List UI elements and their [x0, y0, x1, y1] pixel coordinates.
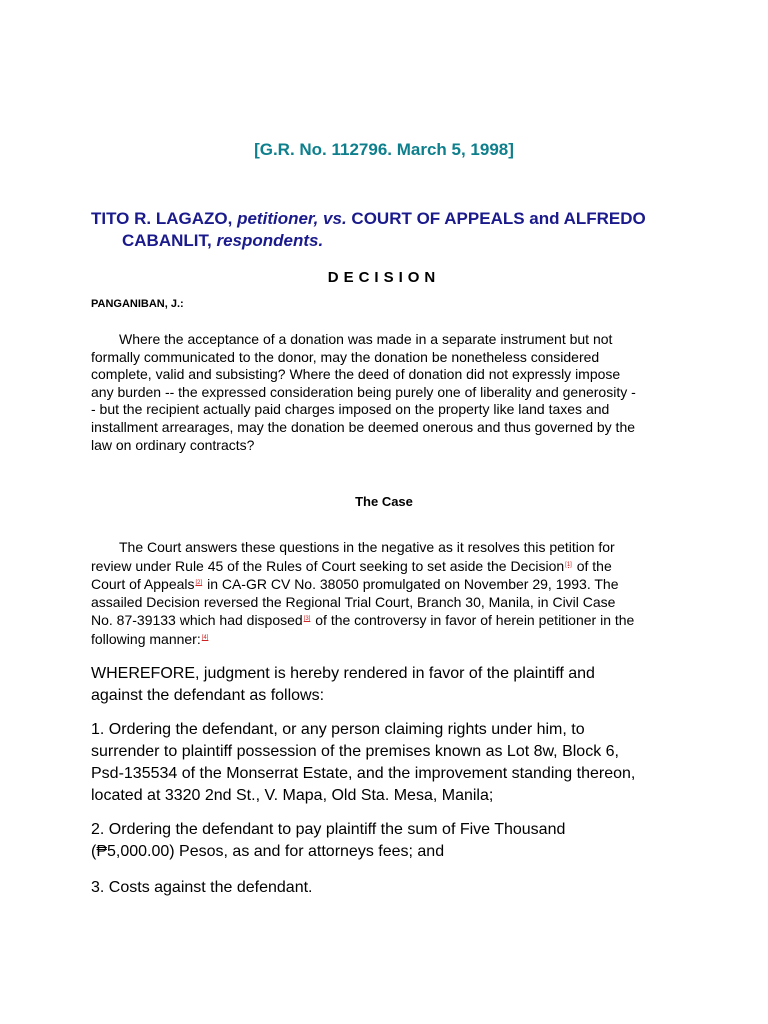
ponente: PANGANIBAN, J.: — [91, 298, 184, 310]
quote-item-2 — [91, 819, 691, 863]
quote-line: 1. Ordering the defendant, or any person claiming rights under him, to — [91, 721, 585, 738]
paragraph-line: law on ordinary contracts? — [91, 436, 255, 453]
paragraph-line: installment arrearages, may the donation be deemed onerous and thus governed by the — [91, 418, 636, 435]
case-paragraph — [91, 539, 681, 649]
footnote-link-4[interactable]: [4] — [201, 634, 209, 641]
quote-line: 2. Ordering the defendant to pay plaintiff the sum of Five Thousand — [91, 821, 566, 838]
paragraph-line — [91, 611, 681, 630]
respondent-surname: CABANLIT, — [122, 231, 212, 250]
quote-line: against the defendant as follows: — [91, 687, 325, 704]
respondents-name: COURT OF APPEALS and ALFREDO — [351, 209, 646, 228]
paragraph-line: formally communicated to the donor, may the donation be nonetheless considered — [91, 348, 600, 365]
paragraph-line: assailed Decision reversed the Regional Trial Court, Branch 30, Manila, in Civil Case — [91, 593, 616, 610]
case-number: [G.R. No. 112796. March 5, 1998] — [254, 140, 514, 159]
paragraph-text: of the — [572, 557, 612, 574]
intro-paragraph — [91, 331, 681, 454]
paragraph-text: review under Rule 45 of the Rules of Court seeking to set aside the Decision — [91, 557, 565, 574]
petitioner-name: TITO R. LAGAZO, — [91, 209, 233, 228]
paragraph-text: following manner: — [91, 630, 201, 647]
paragraph-text: No. 87-39133 which had disposed — [91, 612, 303, 629]
paragraph-text: Court of Appeals — [91, 576, 195, 593]
paragraph-text: in CA-GR CV No. 38050 promulgated on November 29, 1993. The — [203, 576, 619, 593]
paragraph-line: complete, valid and subsisting? Where the deed of donation did not expressly impose — [91, 366, 621, 383]
decision-heading: DECISION — [327, 269, 441, 286]
quote-line: (₱5,000.00) Pesos, as and for attorneys fees; and — [91, 843, 445, 860]
quote-line: 3. Costs against the defendant. — [91, 879, 313, 896]
parties-line-1 — [91, 208, 691, 230]
section-heading-the-case: The Case — [355, 494, 413, 509]
footnote-link-3[interactable]: [3] — [303, 616, 311, 623]
paragraph-text: of the controversy in favor of herein petitioner in the — [311, 612, 635, 629]
paragraph-line: The Court answers these questions in the negative as it resolves this petition for — [119, 539, 615, 555]
quote-line: located at 3320 2nd St., V. Mapa, Old Sta. Mesa, Manila; — [91, 787, 494, 804]
footnote-link-2[interactable]: [2] — [195, 580, 203, 587]
paragraph-line — [91, 557, 681, 576]
quote-line: WHEREFORE, judgment is hereby rendered in favor of the plaintiff and — [91, 665, 595, 682]
quote-item-3 — [91, 877, 691, 899]
parties-line-2 — [91, 230, 691, 252]
paragraph-line: any burden -- the expressed consideration being purely one of liberality and generosity - — [91, 383, 636, 400]
petitioner-role: petitioner, vs. — [237, 209, 347, 228]
paragraph-line — [91, 630, 681, 649]
quote-line: surrender to plaintiff possession of the premises known as Lot 8w, Block 6, — [91, 743, 619, 760]
paragraph-line — [91, 575, 681, 594]
quote-item-1 — [91, 719, 691, 807]
quote-wherefore — [91, 663, 691, 707]
respondents-role: respondents. — [216, 231, 324, 250]
paragraph-line: Where the acceptance of a donation was made in a separate instrument but not — [119, 331, 613, 347]
quote-line: Psd-135534 of the Monserrat Estate, and the improvement standing thereon, — [91, 765, 636, 782]
paragraph-line: - but the recipient actually paid charges imposed on the property like land taxes and — [91, 401, 610, 418]
case-parties — [91, 208, 691, 252]
footnote-link-1[interactable]: [1] — [565, 561, 572, 568]
